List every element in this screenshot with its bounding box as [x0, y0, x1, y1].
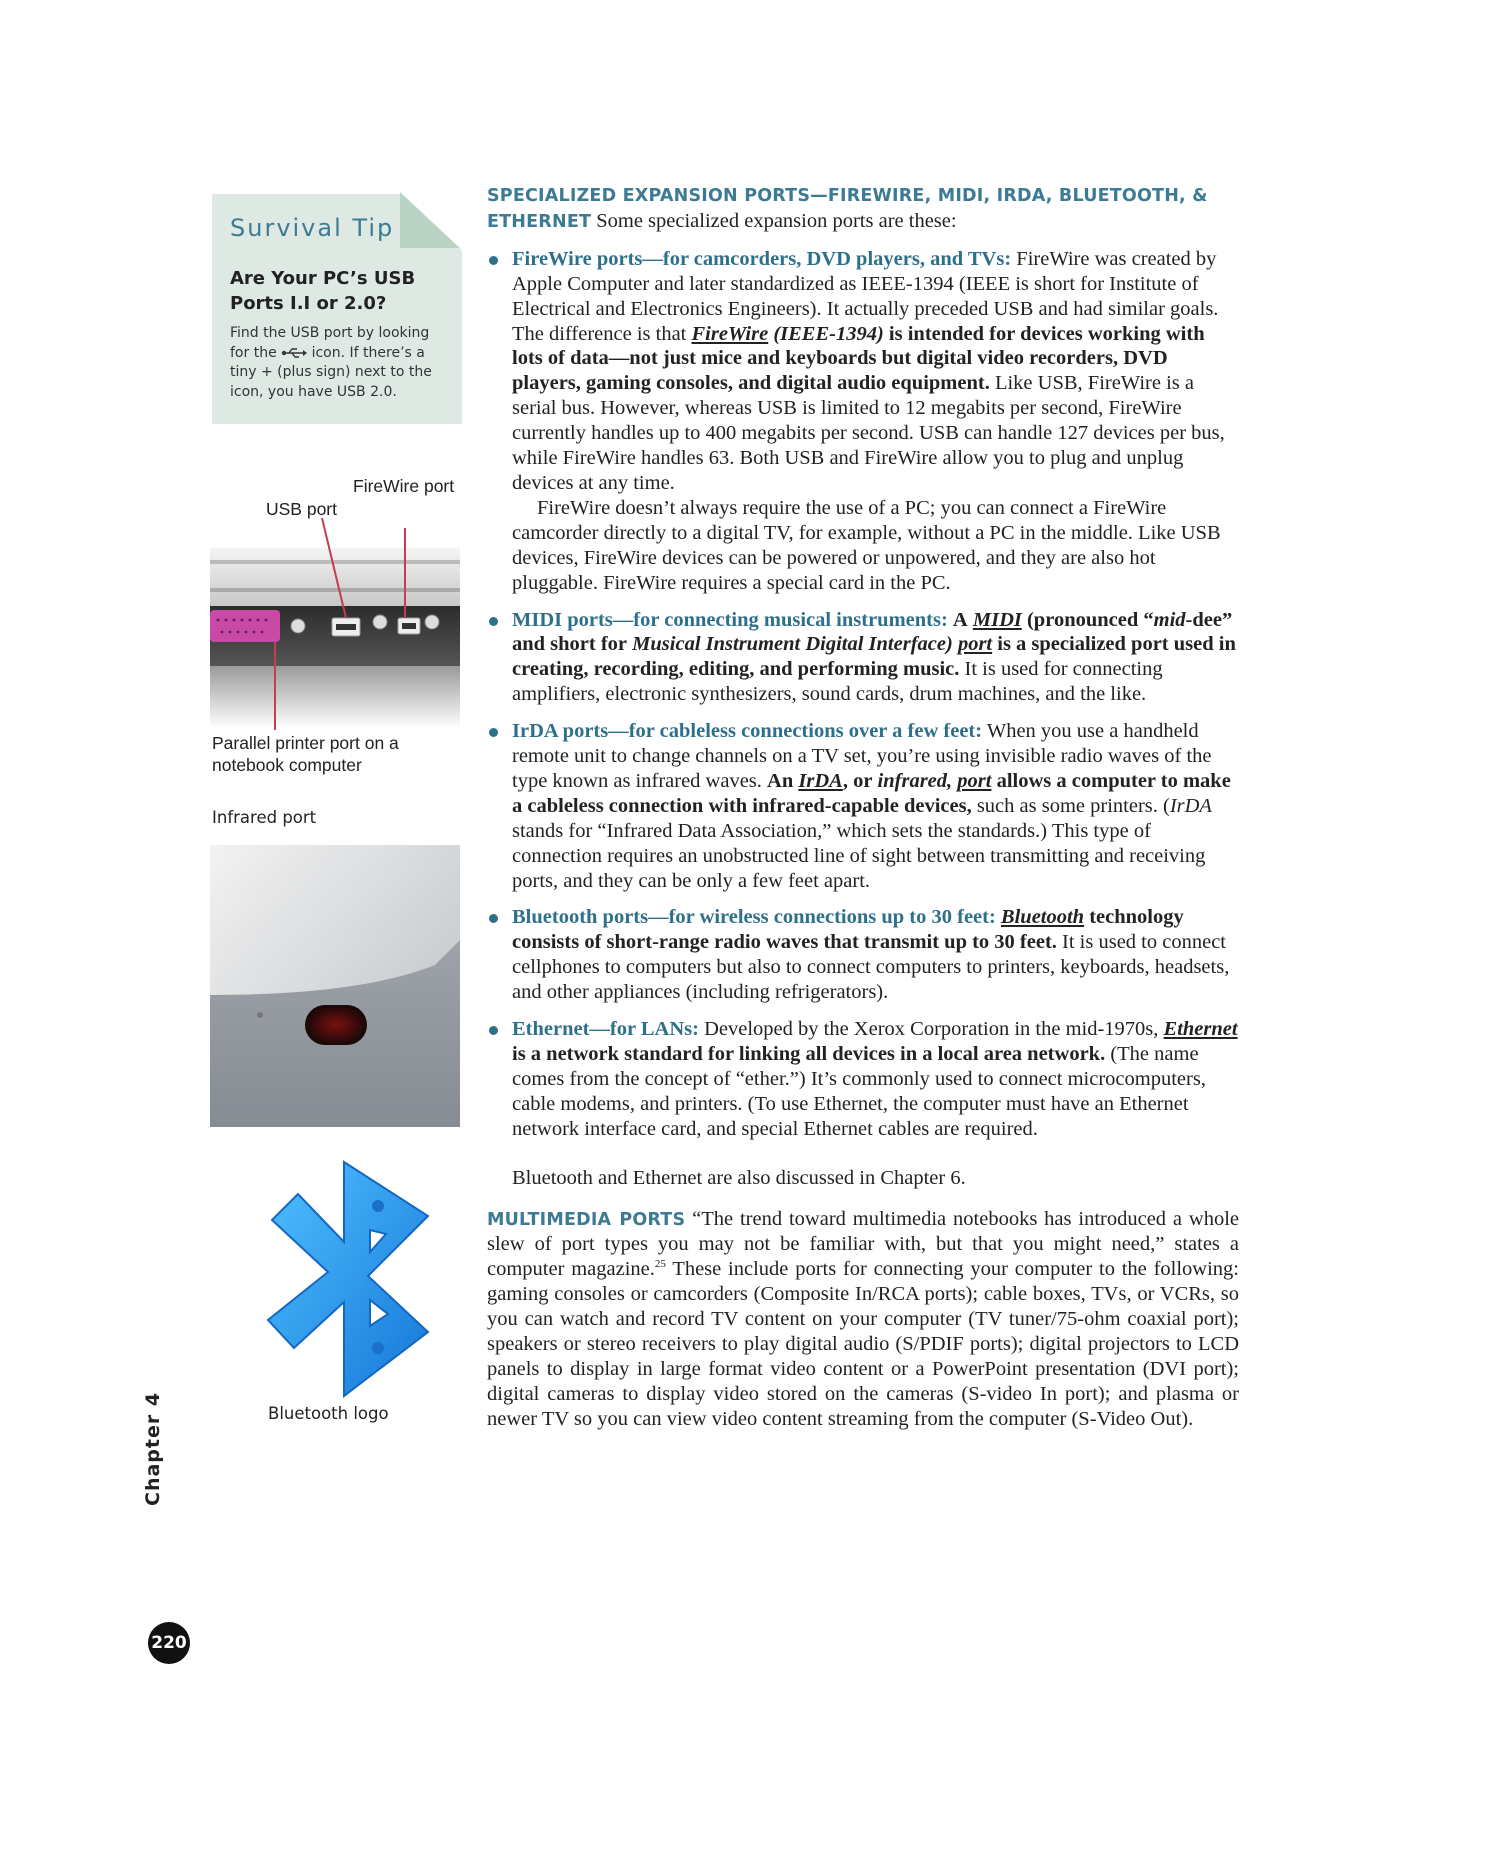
bluetooth-logo-caption: Bluetooth logo	[268, 1404, 389, 1423]
tip-heading: Are Your PC’s USB Ports I.I or 2.0?	[230, 268, 416, 314]
main-text-column	[487, 183, 1239, 1432]
multimedia-paragraph: MULTIMEDIA PORTS “The trend toward multimedia notebooks has introduced a whole slew of port types you may not be familiar with, but that you might need,” states a computer magazine.$^{25}$ These include ports for connecting your computer to the following: gaming consoles or camcorders (Composite In/RCA ports); cable boxes, TVs, or VCRs, so you can watch and record TV content on your computer (TV tuner/75-ohm coaxial port); speakers or stereo receivers to play digital audio (S/PDIF ports); digital projectors to LCD panels to display in large format video content or a PowerPoint presentation (DVI port); digital cameras to display video stored on the cameras (S-video In port); and plasma or newer TV so you can view video content streaming from the computer (S-Video Out).	[487, 1207, 1239, 1430]
multimedia-heading: MULTIMEDIA PORTS	[487, 1209, 686, 1230]
page-number: 220	[148, 1622, 190, 1664]
firewire-paragraph-2: FireWire doesn’t always require the use of a PC; you can connect a FireWire camcorder directly to a digital TV, for example, without a PC in the middle. Like USB devices, FireWire devices can be powered or unpowered, and they are also hot pluggable. FireWire requires a special card in the PC.	[512, 496, 1221, 594]
port-list	[487, 247, 1239, 1142]
tip-title: Survival Tip	[230, 214, 395, 242]
bluetooth-logo-icon	[258, 1160, 458, 1398]
footnote-ref: 25	[654, 1258, 666, 1271]
page-curl-icon	[400, 192, 462, 250]
usb-port-caption: USB port	[266, 499, 337, 519]
section-heading: SPECIALIZED EXPANSION PORTS—FIREWIRE, MIDI, IRDA, BLUETOOTH, & ETHERNET	[487, 186, 1208, 232]
section-intro: SPECIALIZED EXPANSION PORTS—FIREWIRE, MIDI, IRDA, BLUETOOTH, & ETHERNET Some specialized expansion ports are these:	[487, 186, 1208, 232]
term-midi: MIDI	[972, 608, 1022, 631]
list-item-firewire: FireWire ports—for camcorders, DVD players, and TVs: FireWire was created by Apple Computer and later standardized as IEEE-1394 (IEEE is short for Institute of Electrical and Electronics Engineers). It actually preceded USB and had similar goals. The difference is that FireWire (IEEE-1394) is intended for devices working with lots of data—not just mice and keyboards but digital video recorders, DVD players, gaming consoles, and digital audio equipment. Like USB, FireWire is a serial bus. However, whereas USB is limited to 12 megabits per second, FireWire currently handles up to 400 megabits per second. USB can handle 127 devices per bus, while FireWire handles 63. Both USB and FireWire allow you to plug and unplug devices at any time. FireWire doesn’t always require the use of a PC; you can connect a FireWire camcorder directly to a digital TV, for example, without a PC in the middle. Like USB devices, FireWire devices can be powered or unpowered, and they are also hot pluggable. FireWire requires a special card in the PC.	[487, 247, 1239, 596]
list-item-irda: IrDA ports—for cableless connections over a few feet: When you use a handheld remote unit to change channels on a TV set, you’re using invisible radio waves of the type known as infrared waves. An IrDA, or infrared, port allows a computer to make a cableless connection with infrared-capable devices, such as some printers. (IrDA stands for “Infrared Data Association,” which sets the standards.) This type of connection requires an unobstructed line of sight between transmitting and receiving ports, and they can be only a few feet apart.	[487, 719, 1239, 893]
parallel-port-caption: Parallel printer port on a notebook computer	[212, 733, 399, 775]
term-bluetooth: Bluetooth	[1000, 906, 1085, 929]
usb-symbol-icon	[281, 347, 307, 359]
infrared-port-photo	[210, 845, 460, 1127]
list-item-bluetooth: Bluetooth ports—for wireless connections up to 30 feet: Bluetooth technology consists of short-range radio waves that transmit up to 30 feet. It is used to connect cellphones to computers but also to connect computers to printers, keyboards, headsets, and other appliances (including refrigerators).	[487, 905, 1239, 1005]
infrared-port-caption: Infrared port	[212, 808, 317, 827]
term-ethernet: Ethernet	[1163, 1018, 1238, 1041]
term-firewire: FireWire	[691, 322, 769, 345]
chapter-label: Chapter 4	[142, 1391, 164, 1506]
term-irda: IrDA	[798, 769, 843, 792]
firewire-port-caption: FireWire port	[353, 476, 455, 496]
notebook-ports-photo	[210, 518, 460, 730]
list-item-midi: MIDI ports—for connecting musical instruments: A MIDI (pronounced “mid-dee” and short for Musical Instrument Digital Interface) port is a specialized port used in creating, recording, editing, and performing music. It is used for connecting amplifiers, electronic synthesizers, sound cards, drum machines, and the like.	[487, 608, 1239, 708]
tip-text: Find the USB port by looking for the icon. If there’s a tiny + (plus sign) next to the icon, you have USB 2.0.	[230, 325, 432, 400]
list-item-ethernet: Ethernet—for LANs: Developed by the Xerox Corporation in the mid-1970s, Ethernet is a network standard for linking all devices in a local area network. (The name comes from the concept of “ether.”) It’s commonly used to connect microcomputers, cable modems, and printers. (To use Ethernet, the computer must have an Ethernet network interface card, and special Ethernet cables are required.	[487, 1017, 1239, 1142]
closing-sentence: Bluetooth and Ethernet are also discussed in Chapter 6.	[512, 1166, 966, 1189]
